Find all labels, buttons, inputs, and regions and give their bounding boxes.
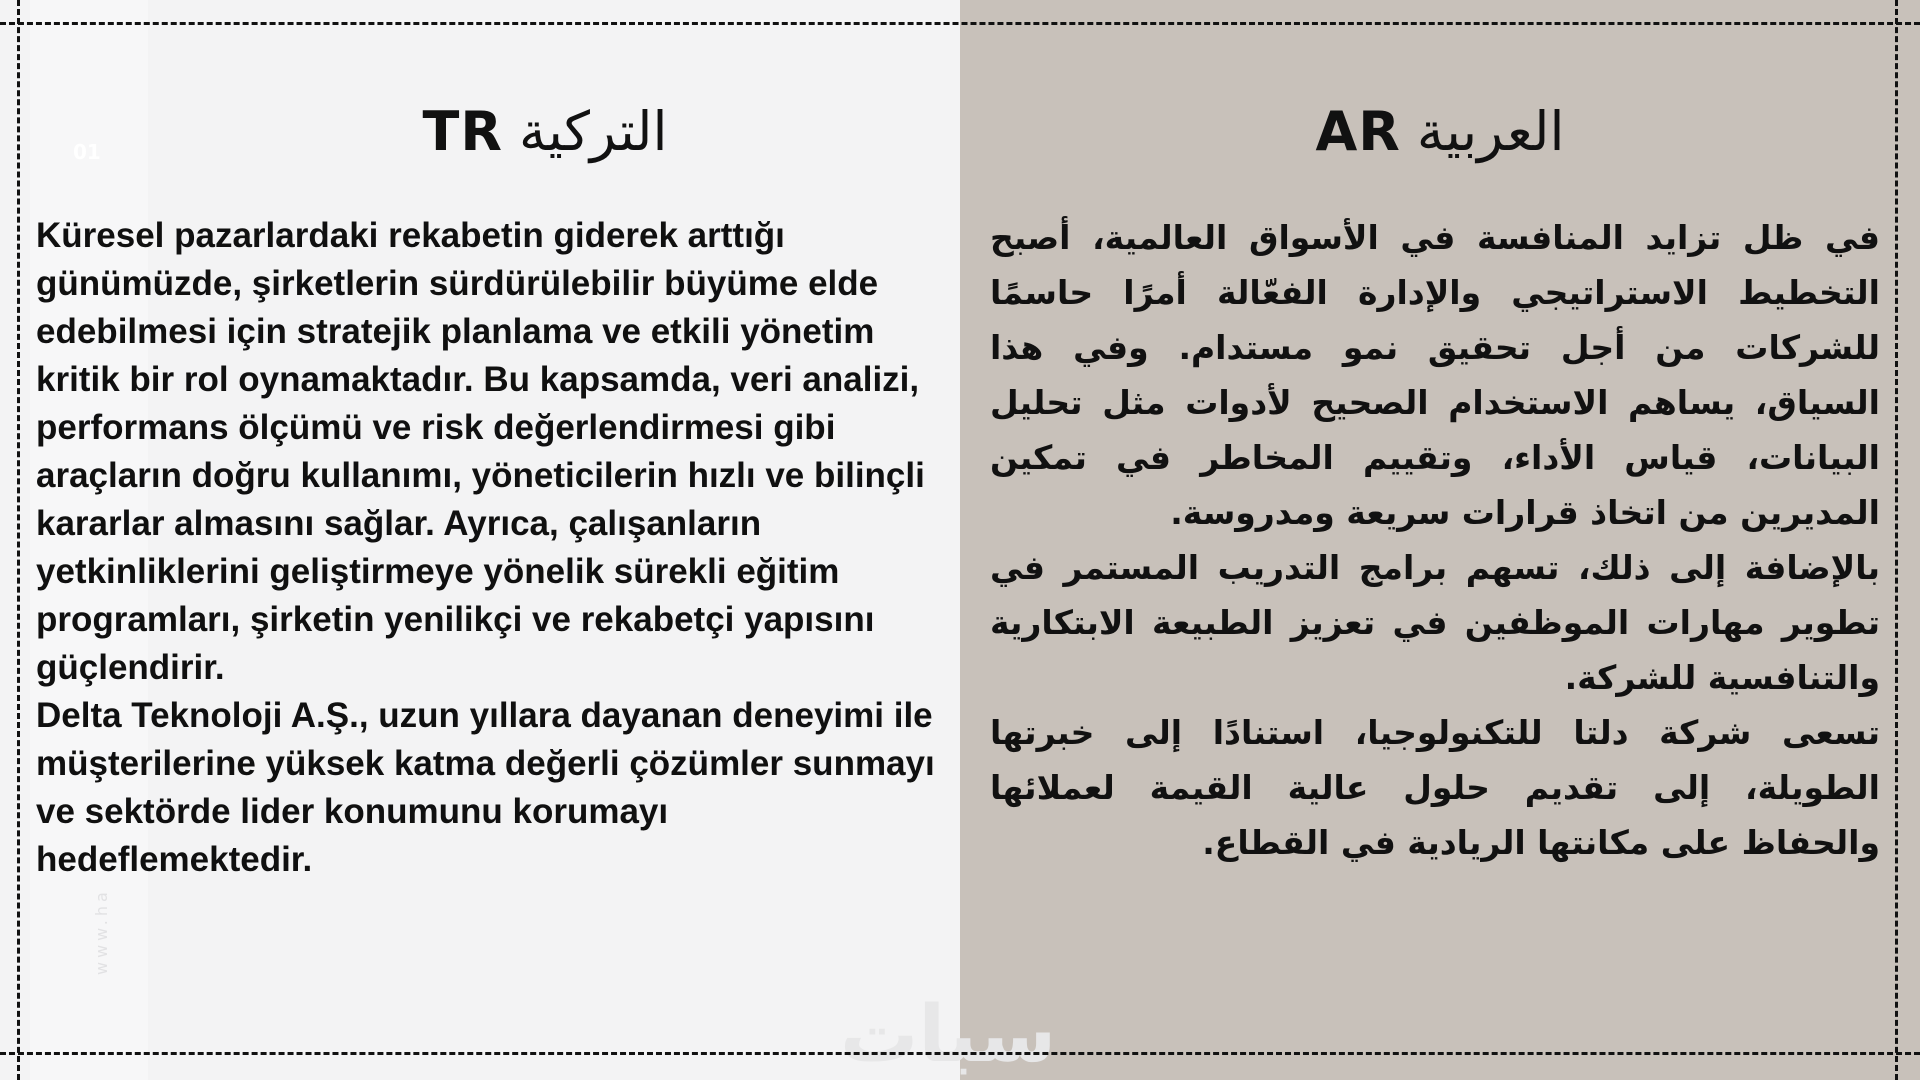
turkish-language-code: TR [422,99,503,163]
side-url-watermark: www.ha [92,888,111,975]
arabic-language-name: العربية [1416,99,1565,163]
turkish-body-text [36,212,946,884]
arabic-paragraph: تسعى شركة دلتا للتكنولوجيا، استنادًا إلى خبرتها الطويلة، إلى تقديم حلول عالية القيمة لعملائها والحفاظ على مكانتها الريادية في القطاع. [990,713,1880,862]
turkish-heading [0,96,1090,166]
arabic-body-text [990,210,1880,870]
turkish-language-name: التركية [518,99,668,163]
turkish-paragraph: Delta Teknoloji A.Ş., uzun yıllara dayanan deneyimi ile müşterilerine yüksek katma değerli çözümler sunmayı ve sektörde lider konumunu korumayı hedeflemektedir. [36,696,935,879]
page-number: 01 [73,140,101,164]
arabic-paragraph: في ظل تزايد المنافسة في الأسواق العالمية، أصبح التخطيط الاستراتيجي والإدارة الفعّالة أمرًا حاسمًا للشركات من أجل تحقيق نمو مستدام. وفي هذا السياق، يساهم الاستخدام الصحيح لأدوات مثل تحليل البيانات، قياس الأداء، وتقييم المخاطر في تمكين المديرين من اتخاذ قرارات سريعة ومدروسة. [990,218,1880,532]
arabic-language-code: AR [1315,99,1401,163]
arabic-heading [960,96,1920,166]
arabic-paragraph: بالإضافة إلى ذلك، تسهم برامج التدريب المستمر في تطوير مهارات الموظفين في تعزيز الطبيعة الابتكارية والتنافسية للشركة. [990,548,1880,697]
turkish-paragraph: Küresel pazarlardaki rekabetin giderek arttığı günümüzde, şirketlerin sürdürülebilir büyüme elde edebilmesi için stratejik planlama ve etkili yönetim kritik bir rol oynamaktadır. Bu kapsamda, veri analizi, performans ölçümü ve risk değerlendirmesi gibi araçların doğru kullanımı, yöneticilerin hızlı ve bilinçli kararlar almasını sağlar. Ayrıca, çalışanların yetkinliklerini geliştirmeye yönelik sürekli eğitim programları, şirketin yenilikçi ve rekabetçi yapısını güçlendirir. [36,216,925,687]
dashed-border-top [0,22,1920,25]
logo-watermark: سبات [840,990,1057,1080]
dashed-border-bottom [0,1052,1920,1055]
